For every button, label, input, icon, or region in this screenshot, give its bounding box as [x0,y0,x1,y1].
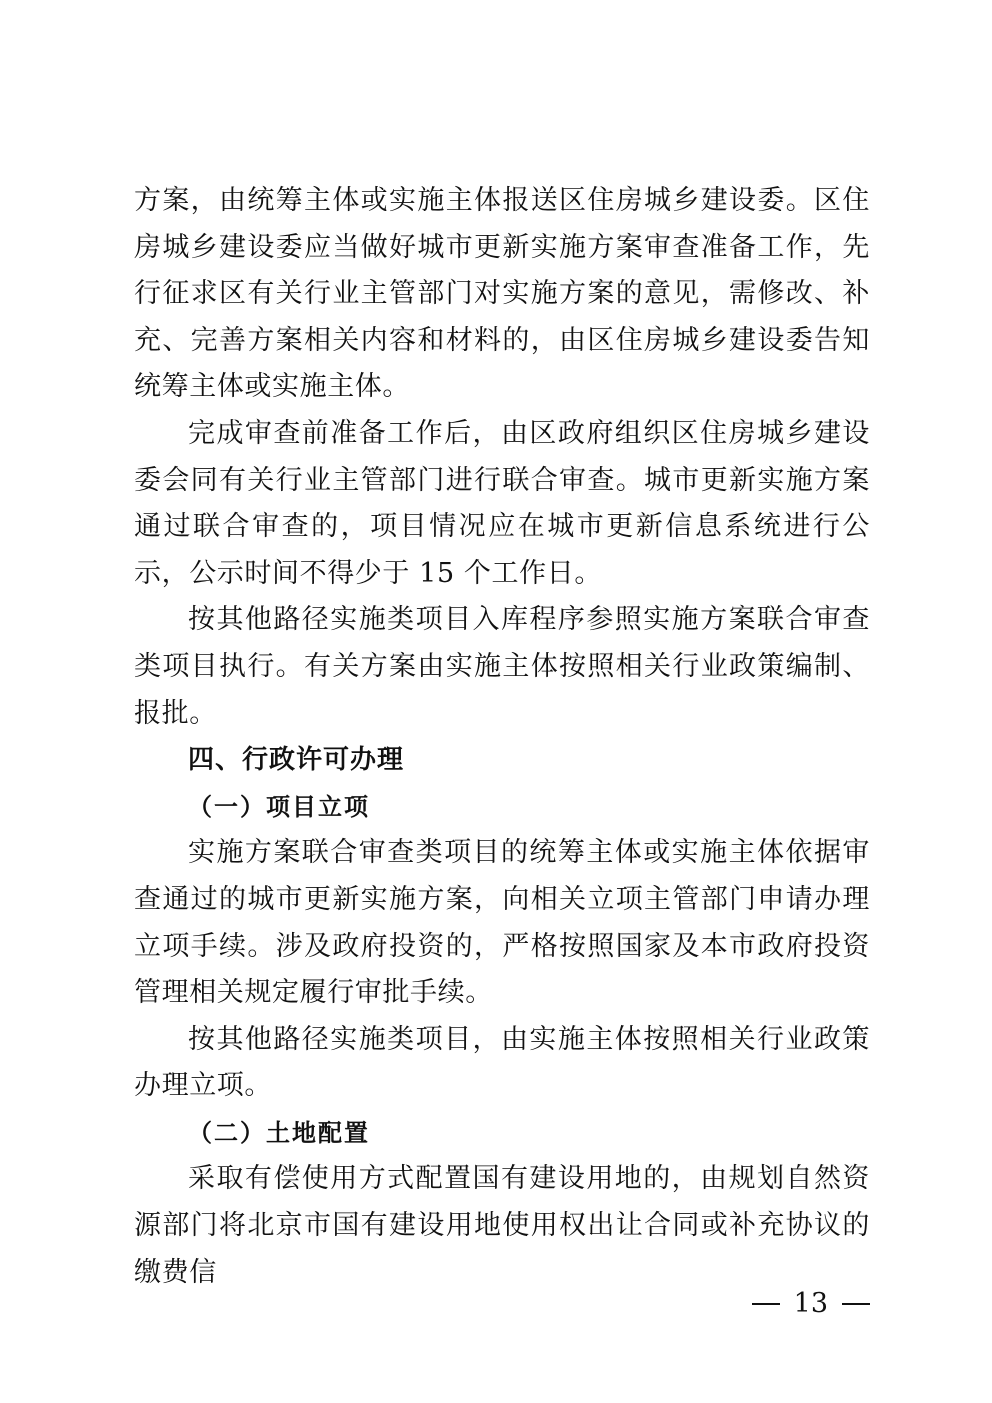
paragraph-project-approval-other: 按其他路径实施类项目，由实施主体按照相关行业政策办理立项。 [134,1023,870,1102]
subsection-heading-land-allocation: （二）土地配置 [188,1118,370,1147]
paragraph-land-allocation: 采取有偿使用方式配置国有建设用地的，由规划自然资源部门将北京市国有建设用地使用权出让合同或补充协议的缴费信 [134,1163,870,1288]
paragraph-project-approval: 实施方案联合审查类项目的统筹主体或实施主体依据审查通过的城市更新实施方案，向相关立项主管部门申请办理立项手续。涉及政府投资的，严格按照国家及本市政府投资管理相关规定履行审批手续。 [134,837,870,1009]
page-footer [0,1284,992,1324]
dash-left [752,1303,780,1305]
section-heading: 四、行政许可办理 [188,745,405,776]
page-number-value: 13 [793,1288,828,1319]
subsection-heading-project-approval: （一）项目立项 [188,792,370,821]
paragraph-review: 完成审查前准备工作后，由区政府组织区住房城乡建设委会同有关行业主管部门进行联合审查。城市更新实施方案通过联合审查的，项目情况应在城市更新信息系统进行公示，公示时间不得少于 15 个工作日。 [134,417,870,589]
dash-right [842,1303,870,1305]
paragraph-continued: 方案，由统筹主体或实施主体报送区住房城乡建设委。区住房城乡建设委应当做好城市更新实施方案审查准备工作，先行征求区有关行业主管部门对实施方案的意见，需修改、补充、完善方案相关内容和材料的，由区住房城乡建设委告知统筹主体或实施主体。 [134,185,870,403]
page-number [752,1284,870,1324]
paragraph-other-path: 按其他路径实施类项目入库程序参照实施方案联合审查类项目执行。有关方案由实施主体按照相关行业政策编制、报批。 [134,604,870,729]
body-text [134,178,870,1296]
